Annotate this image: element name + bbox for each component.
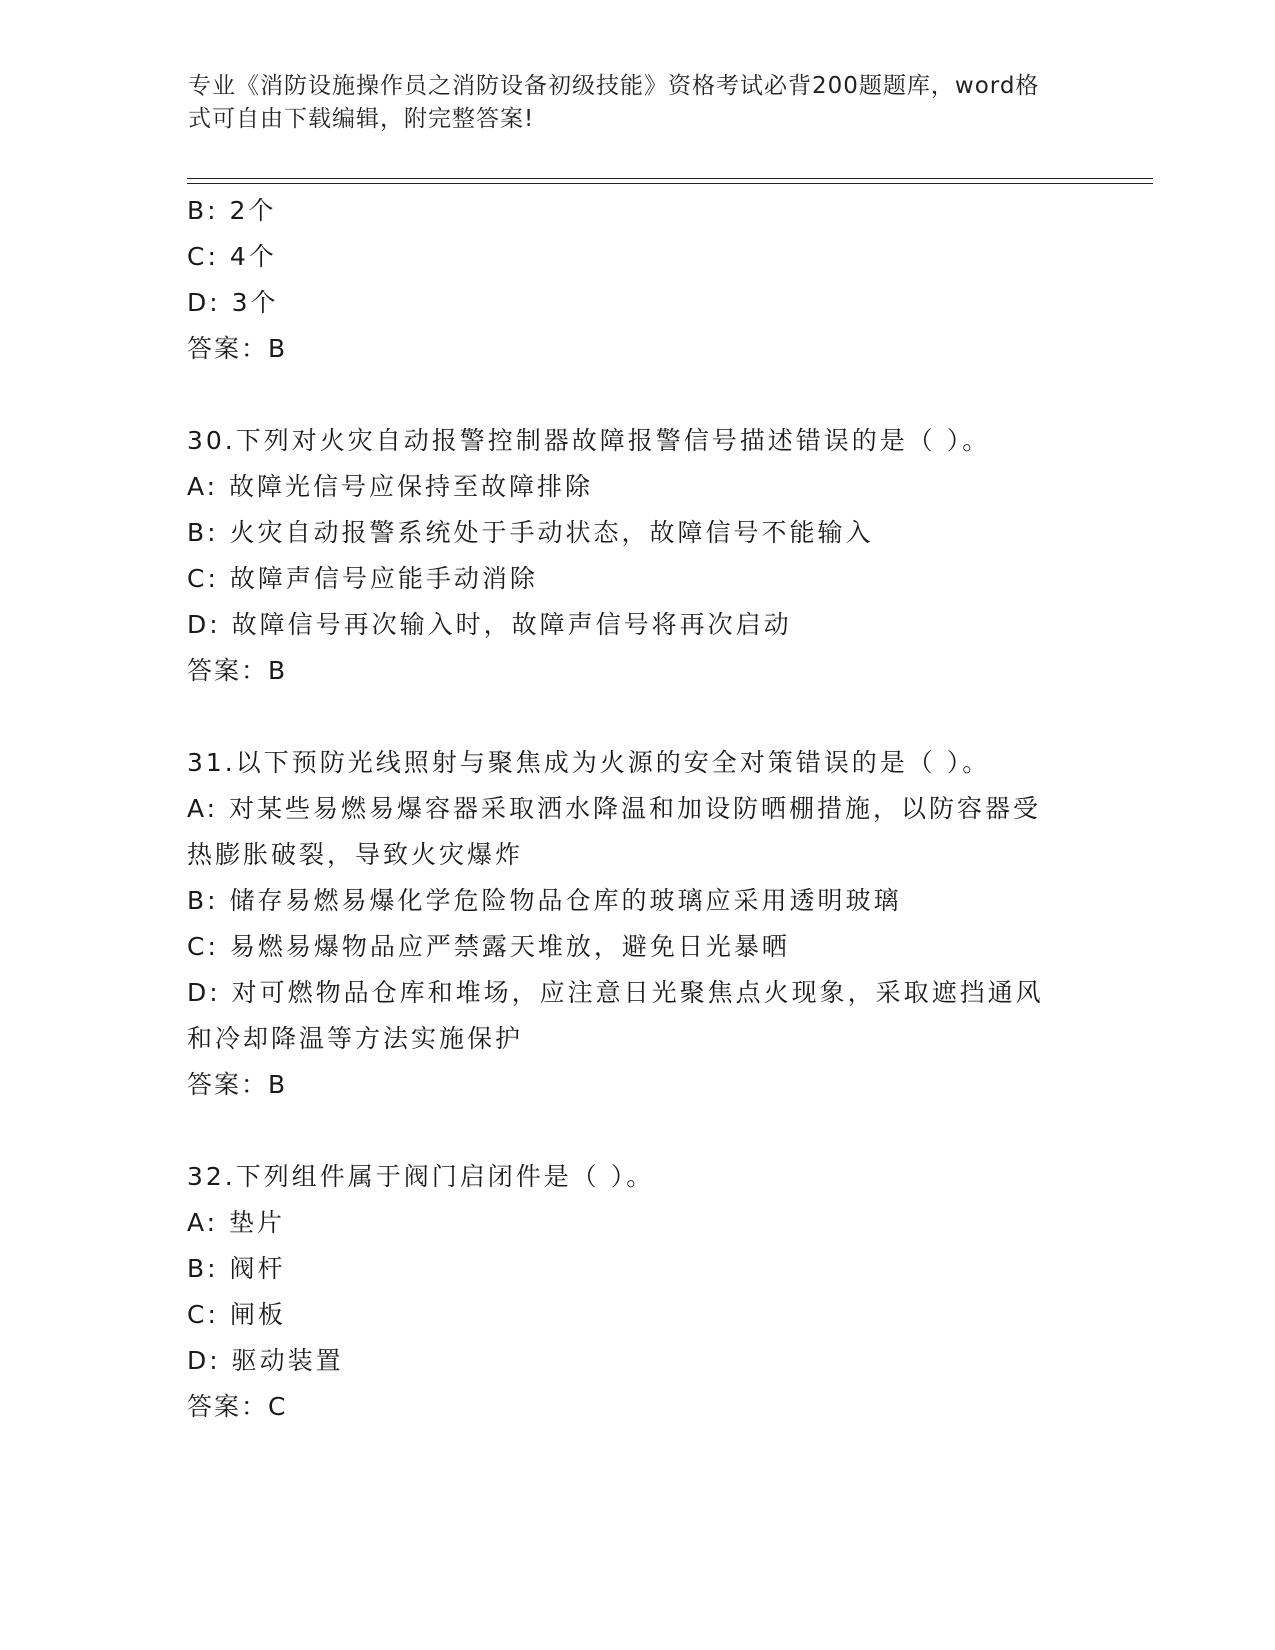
spacer <box>187 694 1087 740</box>
option-c: C: 易燃易爆物品应严禁露天堆放，避免日光暴晒 <box>187 932 790 961</box>
option-d: D: 驱动装置 <box>187 1346 344 1375</box>
header-line-1: 专业《消防设施操作员之消防设备初级技能》资格考试必背200题题库，word格 <box>188 73 1040 99</box>
question-29 <box>187 188 1087 372</box>
answer: 答案：C <box>187 1392 288 1421</box>
answer: 答案：B <box>187 334 288 363</box>
spacer <box>187 372 1087 418</box>
answer: 答案：B <box>187 1070 288 1099</box>
option-a: A: 垫片 <box>187 1208 286 1237</box>
question-31 <box>187 740 1087 1108</box>
option-b: B: 储存易燃易爆化学危险物品仓库的玻璃应采用透明玻璃 <box>187 886 902 915</box>
question-list <box>187 188 1087 1430</box>
option-d: D: 3个 <box>187 288 279 317</box>
option-a: A: 对某些易燃易爆容器采取洒水降温和加设防晒棚措施，以防容器受 <box>187 794 1042 823</box>
option-c: C: 4个 <box>187 242 277 271</box>
option-b: B: 2个 <box>187 196 277 225</box>
option-d-continued: 和冷却降温等方法实施保护 <box>187 1024 524 1053</box>
option-b: B: 火灾自动报警系统处于手动状态，故障信号不能输入 <box>187 518 874 547</box>
header-divider-bottom <box>187 183 1153 184</box>
option-c: C: 故障声信号应能手动消除 <box>187 564 538 593</box>
question-stem: 30.下列对火灾自动报警控制器故障报警信号描述错误的是（ ）。 <box>187 426 991 455</box>
option-a-continued: 热膨胀破裂，导致火灾爆炸 <box>187 840 524 869</box>
question-stem: 31.以下预防光线照射与聚焦成为火源的安全对策错误的是（ ）。 <box>187 748 991 777</box>
question-32 <box>187 1154 1087 1430</box>
option-d: D: 对可燃物品仓库和堆场，应注意日光聚焦点火现象，采取遮挡通风 <box>187 978 1044 1007</box>
spacer <box>187 1108 1087 1154</box>
option-c: C: 闸板 <box>187 1300 286 1329</box>
document-header <box>188 70 1088 136</box>
option-d: D: 故障信号再次输入时，故障声信号将再次启动 <box>187 610 792 639</box>
answer: 答案：B <box>187 656 288 685</box>
option-b: B: 阀杆 <box>187 1254 286 1283</box>
question-30 <box>187 418 1087 694</box>
question-stem: 32.下列组件属于阀门启闭件是（ ）。 <box>187 1162 655 1191</box>
header-line-2: 式可自由下载编辑，附完整答案! <box>188 106 535 132</box>
option-a: A: 故障光信号应保持至故障排除 <box>187 472 594 501</box>
header-divider-top <box>187 178 1153 179</box>
